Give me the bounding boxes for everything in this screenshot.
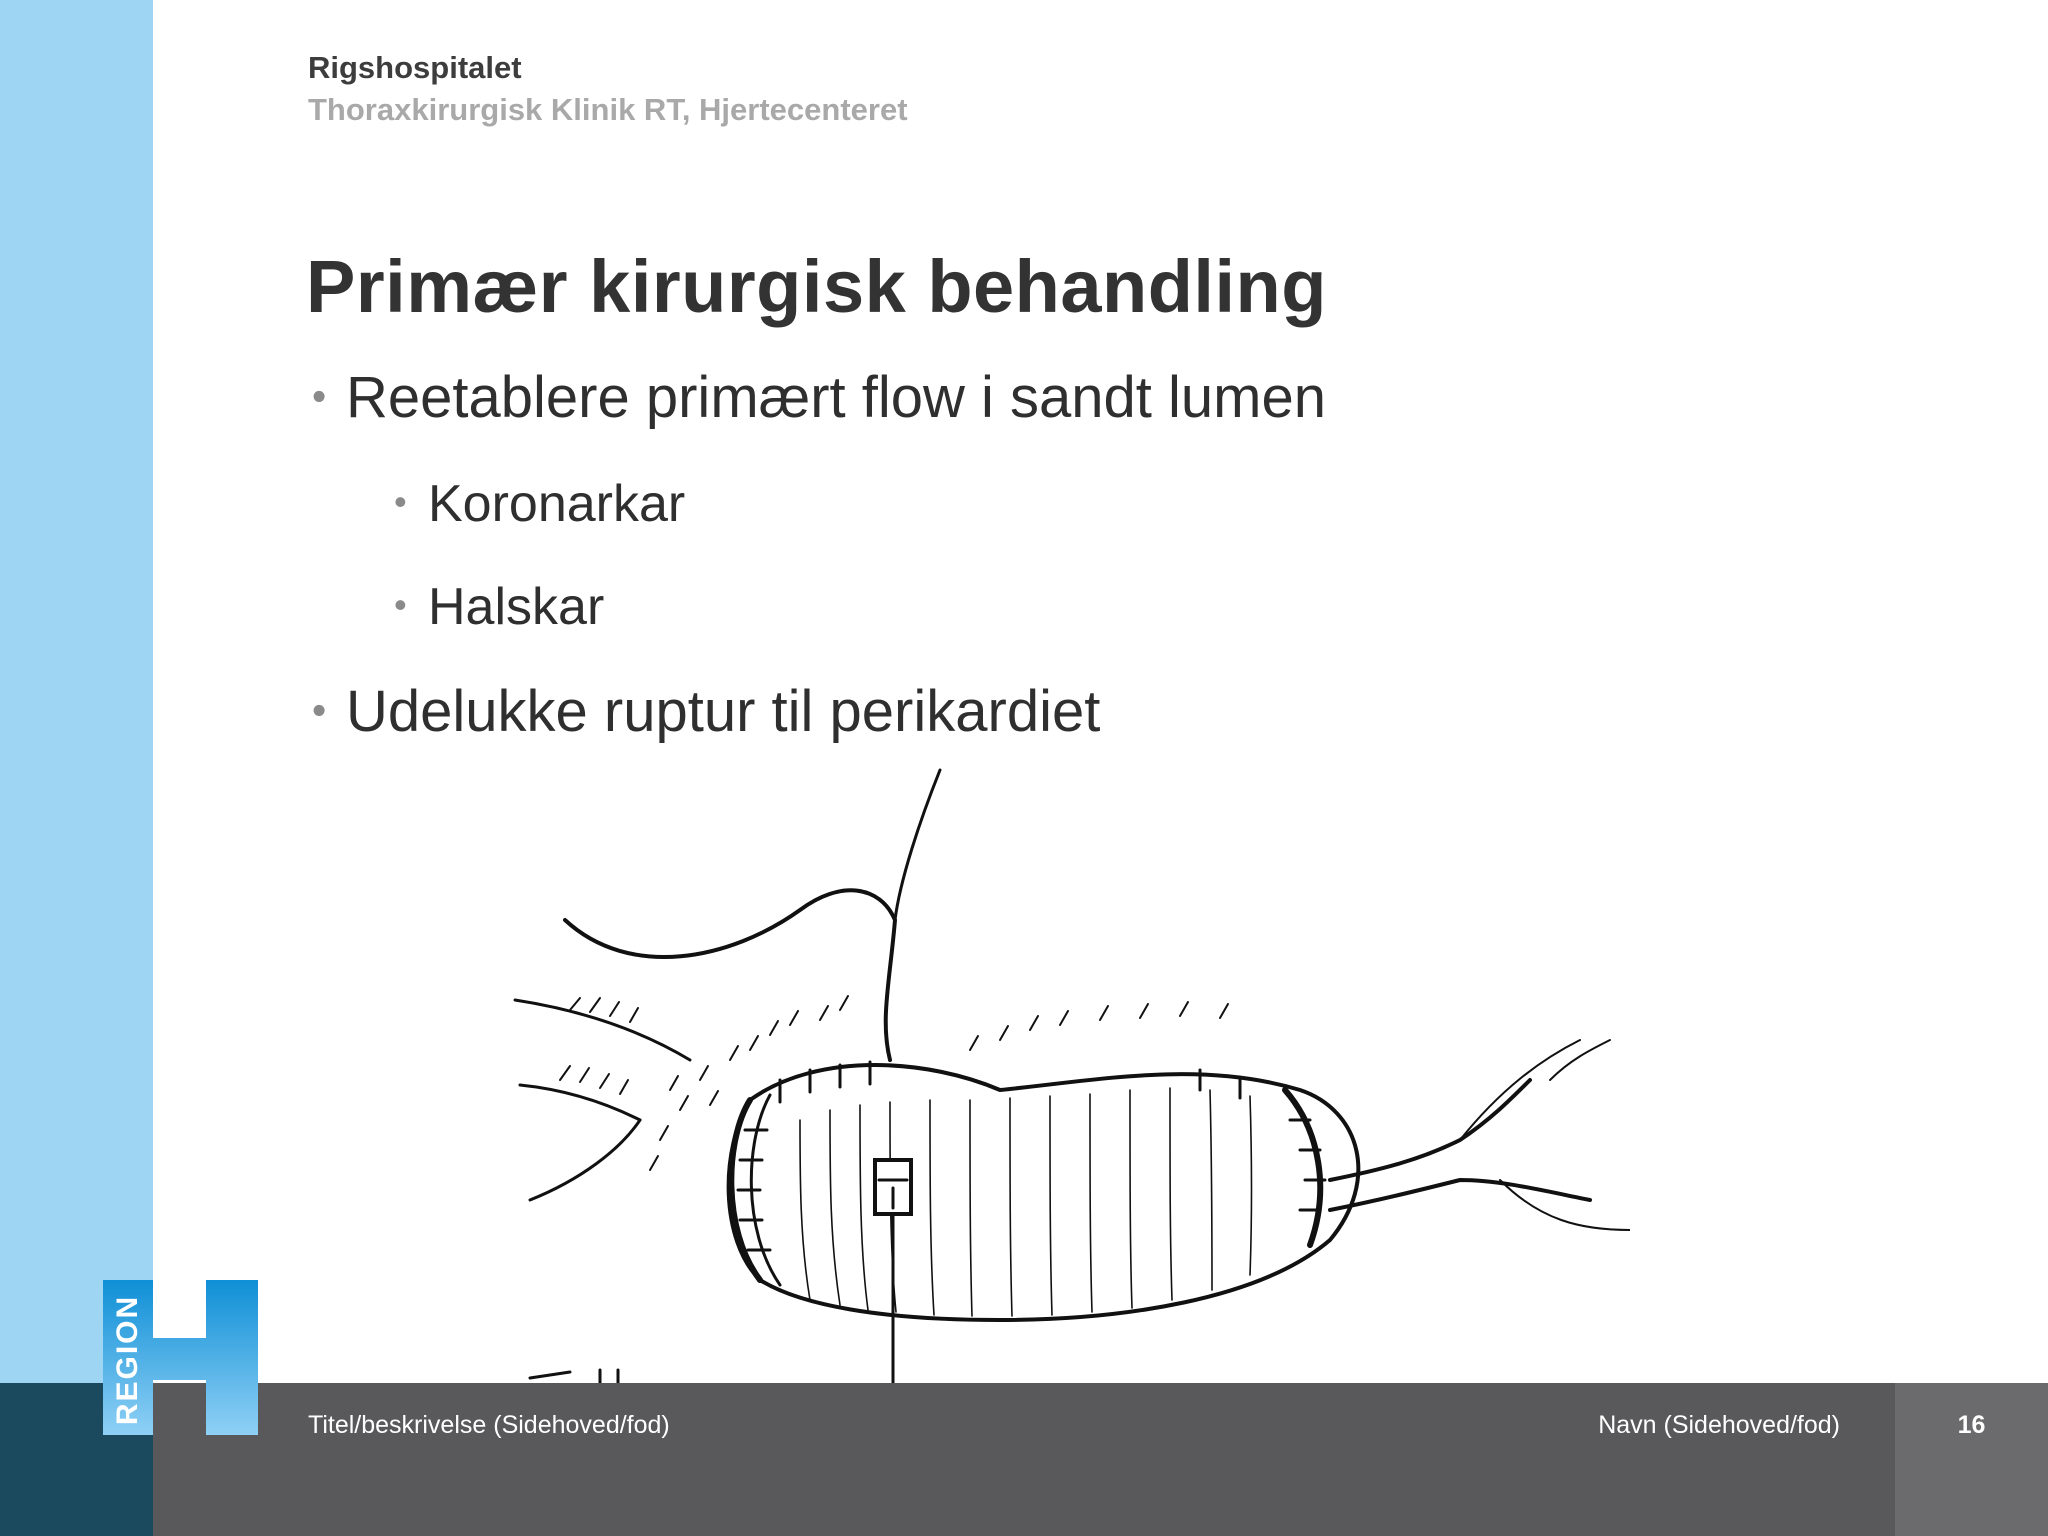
bullet-text: Reetablere primært flow i sandt lumen bbox=[346, 365, 1326, 430]
sub-bullet-item bbox=[394, 474, 685, 534]
footer-author: Navn (Sidehoved/fod) bbox=[1598, 1411, 1840, 1439]
bullet-dot-icon: • bbox=[394, 584, 407, 626]
bullet-dot-icon: • bbox=[312, 686, 327, 733]
bullet-text: Udelukke ruptur til perikardiet bbox=[346, 679, 1101, 744]
footer-title: Titel/beskrivelse (Sidehoved/fod) bbox=[308, 1411, 670, 1439]
footer-page-block bbox=[1895, 1383, 2048, 1536]
bullet-dot-icon: • bbox=[394, 481, 407, 523]
department-name: Thoraxkirurgisk Klinik RT, Hjertecenteret bbox=[308, 92, 908, 127]
bullet-dot-icon: • bbox=[312, 372, 327, 419]
slide-title: Primær kirurgisk behandling bbox=[306, 245, 1327, 328]
bullet-text: Halskar bbox=[428, 578, 605, 636]
sub-bullet-item bbox=[394, 577, 604, 637]
surgical-aortic-graft-illustration bbox=[500, 760, 1630, 1383]
bullet-item bbox=[312, 678, 1100, 745]
bullet-text: Koronarkar bbox=[428, 475, 686, 533]
organization-name: Rigshospitalet bbox=[308, 50, 522, 85]
bullet-item bbox=[312, 364, 1326, 431]
logo-region-text: REGION bbox=[111, 1294, 145, 1426]
left-accent-band bbox=[0, 0, 153, 1383]
page-number: 16 bbox=[1957, 1411, 1986, 1439]
footer-bar bbox=[153, 1383, 1895, 1536]
